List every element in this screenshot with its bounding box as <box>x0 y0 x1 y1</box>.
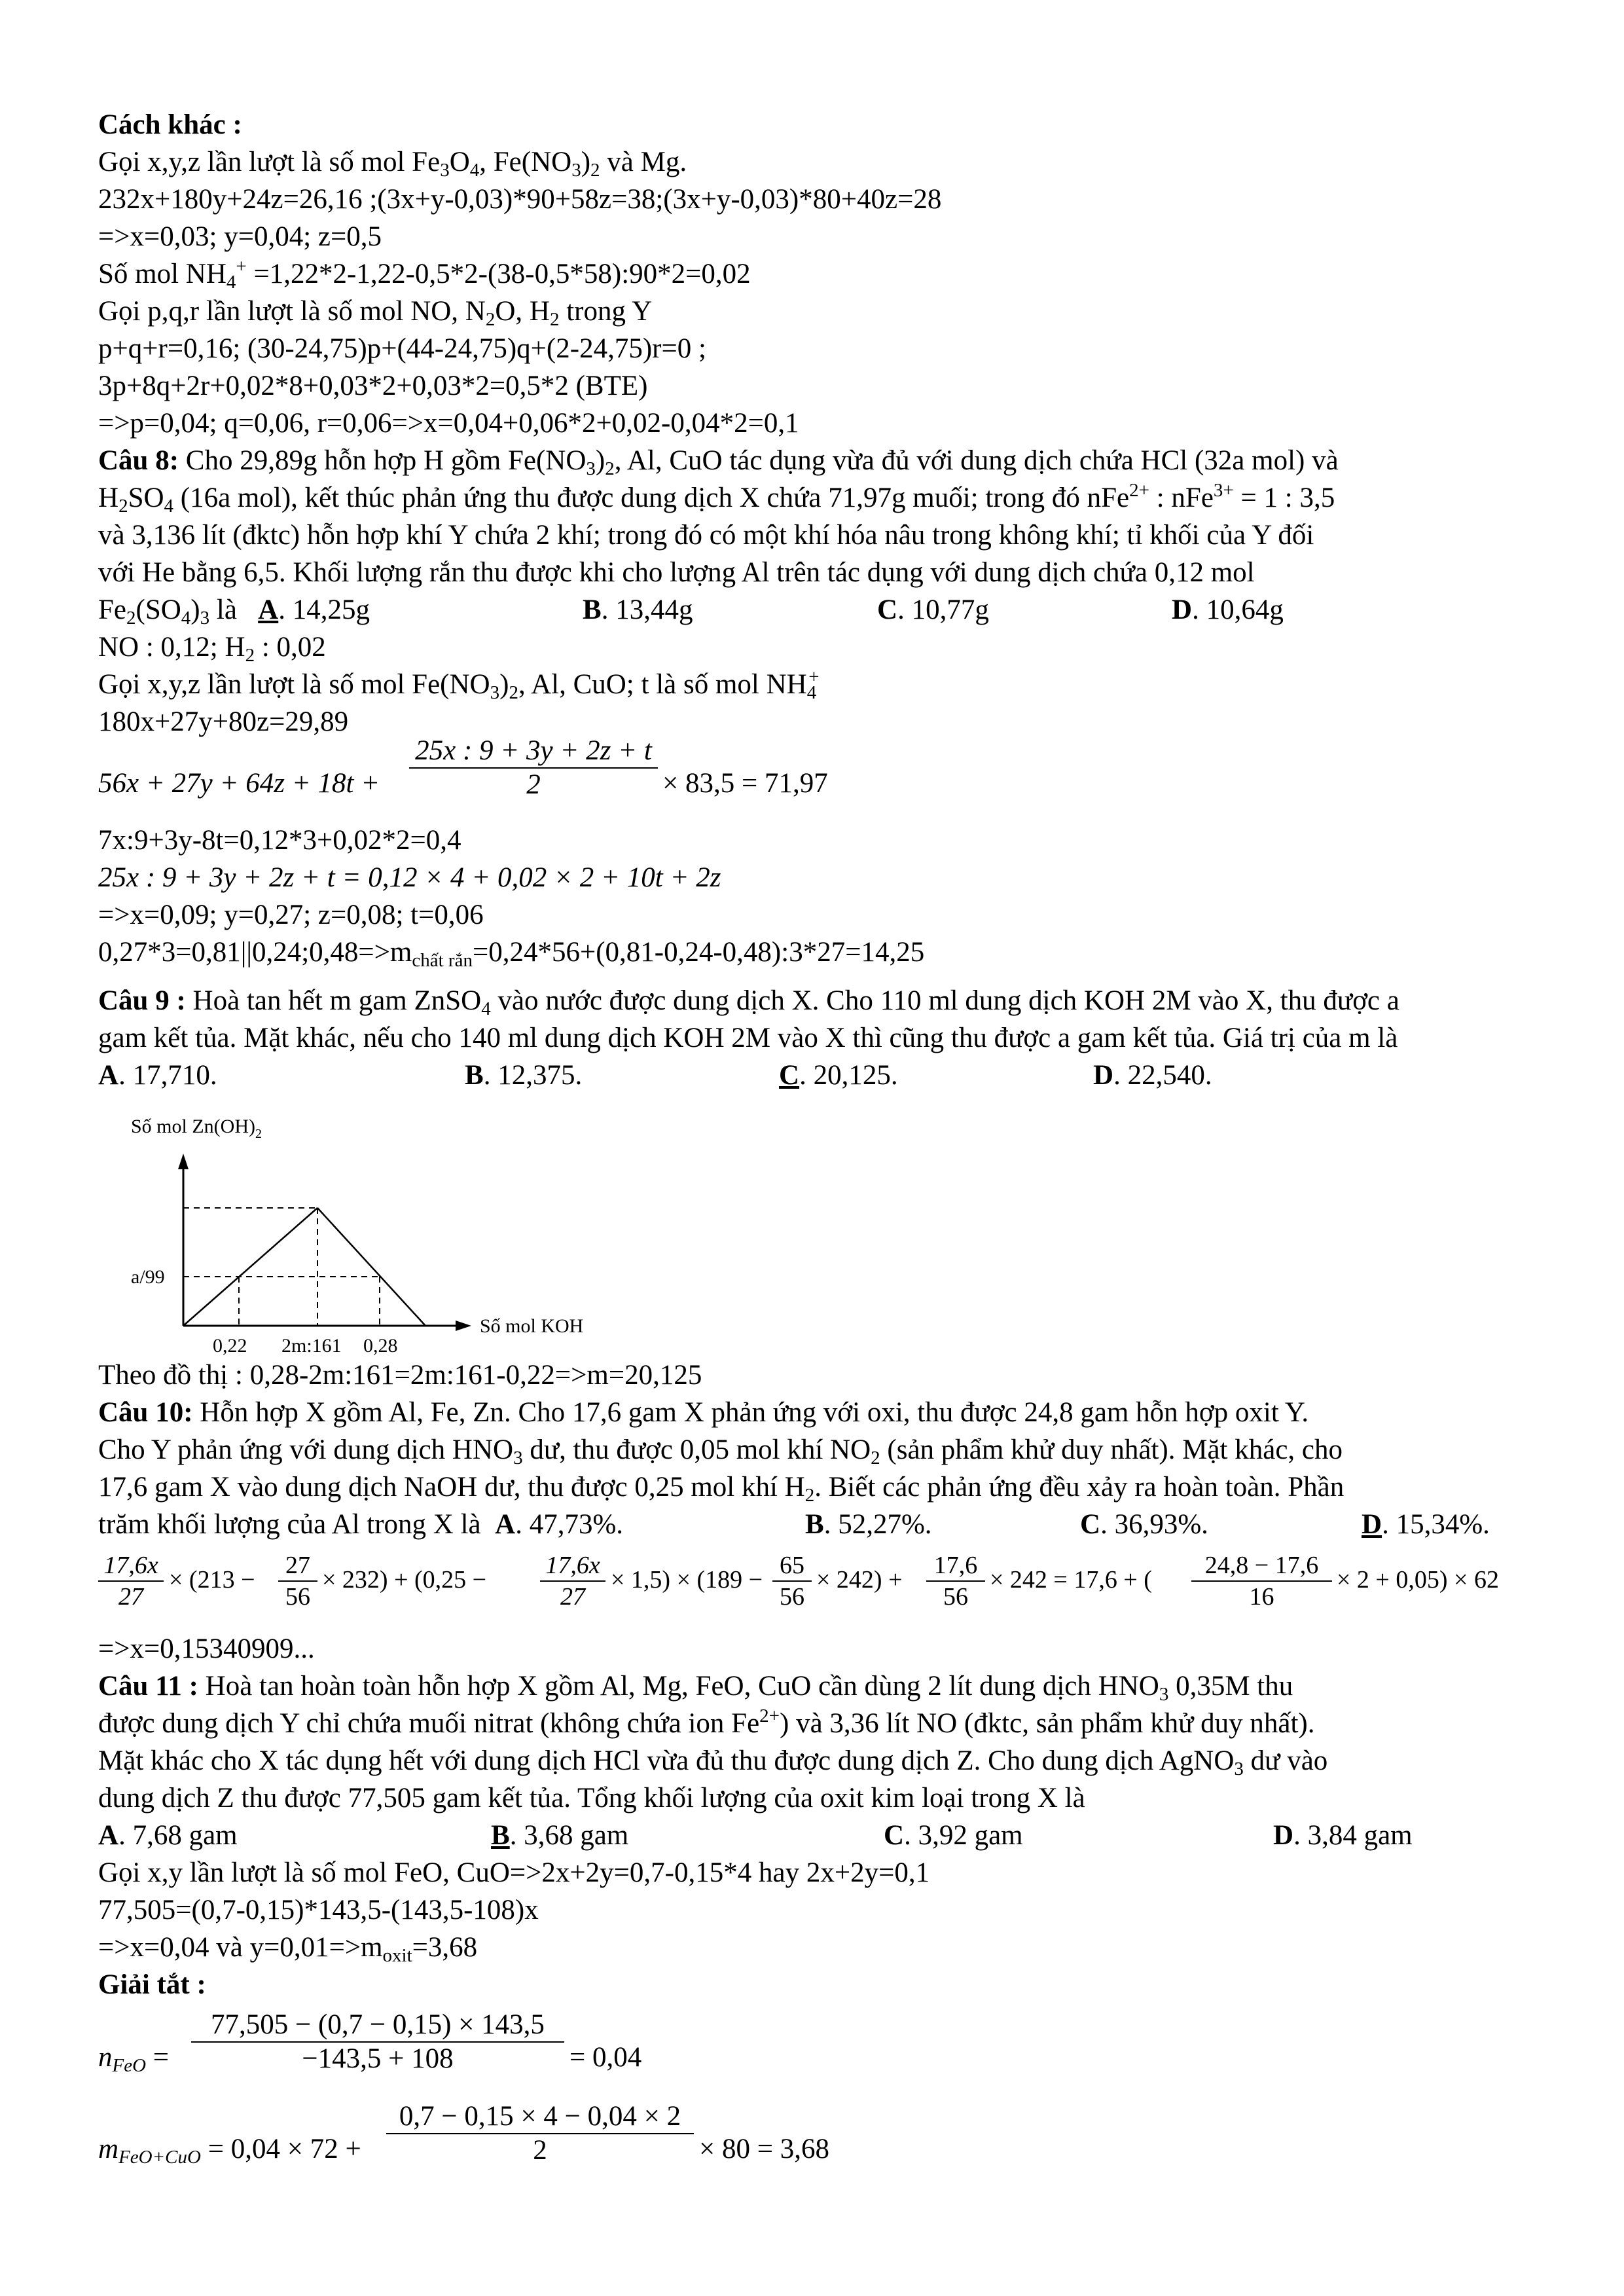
rising-line <box>183 1208 317 1326</box>
text-line: =>x=0,04 và $y=0,01=>m_{oxit}=3,68$ <box>98 1932 478 1966</box>
answer-option-d: D. 15,34%. <box>1362 1509 1490 1540</box>
x-axis-arrow <box>456 1321 471 1331</box>
y-axis-arrow <box>178 1154 189 1169</box>
text-line: Theo đồ thị : 0,28-2m:161=2m:161-0,22=>m=20,125 <box>98 1360 702 1391</box>
question-10-equation: $\frac{17,6x}{27}$ × (213 − $\frac{27}{56}$ × 232) + (0,25 − $\frac{17,6x}{27}$ × 1,5) × (189 − $\frac{65}{56}$ × 242) + $\frac{17,6}{56}$ × 242 = 17,6 + ( $\frac{24,8 - 17,6}{16}$ × 2 + 0,05) × 62 <box>98 1550 1551 1622</box>
question-8-text: $H_2SO_4$ (16a mol), kết thúc phản ứng thu được dung dịch X chứa 71,97g muối; trong đó nFe$^{2+}$ : nFe$^{3+}$ = 1 : 3,5 <box>98 480 1335 517</box>
question-8-text: và 3,136 lít (đktc) hỗn hợp khí Y chứa 2 khí; trong đó có một khí hóa nâu trong không khí; tỉ khối của Y đối <box>98 520 1314 551</box>
mfeocuo-result: × 80 = 3,68 <box>699 2134 830 2164</box>
answer-option-d: D. 3,84 gam <box>1273 1820 1413 1851</box>
question-10-text: Câu 10: Hỗn hợp X gồm Al, Fe, Zn. Cho 17,6 gam X phản ứng với oxi, thu được 24,8 gam hỗn hợp oxit Y. <box>98 1397 1309 1428</box>
text-line: $0,27*3=0,81||0,24;0,48=>m_{chất rắn}=0,24*56+(0,81-0,24-0,48):3*27=14,25$ <box>98 937 925 971</box>
section-heading: Giải tắt : <box>98 1969 206 2000</box>
answer-option-b: B. 13,44g <box>583 594 693 625</box>
answer-option-d: D. 22,540. <box>1093 1060 1212 1091</box>
falling-line <box>317 1208 425 1326</box>
mfeocuo-lhs: $m_{FeO+CuO} = 0,04 \times 72$ + <box>98 2134 361 2168</box>
question-9-text: Câu 9 : Hoà tan hết m gam ZnSO$_4$ vào nước được dung dịch X. Cho 110 ml dung dịch KOH 2M vào X, thu được a <box>98 985 1399 1019</box>
answer-option-c: C. 36,93%. <box>1080 1509 1208 1540</box>
question-11-text: được dung dịch Y chỉ chứa muối nitrat (không chứa ion $Fe^{2+}$) và 3,36 lít NO (đktc, sản phẩm khử duy nhất). <box>98 1705 1315 1739</box>
x-tick-label: 0,22 <box>213 1335 247 1357</box>
text-line: 232x+180y+24z=26,16 ;(3x+y-0,03)*90+58z=38;(3x+y-0,03)*80+40z=28 <box>98 184 942 215</box>
question-11-text: Câu 11 : Hoà tan hoàn toàn hỗn hợp X gồm Al, Mg, FeO, CuO cần dùng 2 lít dung dịch $HNO_3$ 0,35M thu <box>98 1671 1293 1705</box>
nfeo-result: = 0,04 <box>569 2042 642 2073</box>
question-11-text: dung dịch Z thu được 77,505 gam kết tủa. Tổng khối lượng của oxit kim loại trong X là <box>98 1783 1085 1813</box>
y-axis-label: Số mol $Zn(OH)_2$ <box>131 1116 262 1141</box>
question-10-options: trăm khối lượng của Al trong X là A. 47,73%. B. 52,27%. C. 36,93%. D. 15,34%. <box>98 1506 1538 1543</box>
text-line: 180x+27y+80z=29,89 <box>98 706 349 737</box>
text-line: Gọi x,y lần lượt là số mol FeO, CuO=>2x+2y=0,7-0,15*4 hay 2x+2y=0,1 <box>98 1857 930 1888</box>
text-line: p+q+r=0,16; (30-24,75)p+(44-24,75)q+(2-24,75)r=0 ; <box>98 333 706 364</box>
text-line: 7x:9+3y-8t=0,12*3+0,02*2=0,4 <box>98 825 461 856</box>
answer-option-d: D. 10,64g <box>1172 594 1284 625</box>
answer-option-c: C. 3,92 gam <box>884 1820 1023 1851</box>
y-tick-label: a/99 <box>131 1266 165 1288</box>
text-line: Gọi x,y,z lần lượt là số mol $Fe(NO_3)_2$, Al, CuO; t là số mol $NH_4^+$ <box>98 666 820 703</box>
text-line: Gọi x,y,z lần lượt là số mol $Fe_3O_4$, $Fe(NO_3)_2$ và Mg. <box>98 147 687 181</box>
text-line: =>x=0,15340909... <box>98 1633 315 1664</box>
equation-line: 25x : 9 + 3y + 2z + t = 0,12 × 4 + 0,02 × 2 + 10t + 2z <box>98 862 721 893</box>
text-line: 77,505=(0,7-0,15)*143,5-(143,5-108)x <box>98 1895 539 1925</box>
zn-oh2-graph <box>118 1106 641 1368</box>
answer-option-b: B. 52,27%. <box>805 1509 932 1540</box>
question-11-text: Mặt khác cho X tác dụng hết với dung dịch HCl vừa đủ thu được dung dịch Z. Cho dung dịch AgNO$_3$ dư vào <box>98 1745 1328 1779</box>
nfeo-fraction: $\frac{77,505 - (0,7 - 0,15) \times 143,5}{-143,5 + 108}$ <box>191 2009 564 2075</box>
equation-right: × 83,5 = 71,97 <box>662 768 828 799</box>
question-8-text: với He bằng 6,5. Khối lượng rắn thu được khi cho lượng Al trên tác dụng với dung dịch chứa 0,12 mol <box>98 557 1255 588</box>
text-line: =>p=0,04; q=0,06, r=0,06=>x=0,04+0,06*2+0,02-0,04*2=0,1 <box>98 408 799 439</box>
equation-left: 56x + 27y + 64z + 18t + <box>98 768 380 799</box>
x-tick-label: 0,28 <box>363 1335 398 1357</box>
question-11-options <box>98 1817 1538 1854</box>
question-8-options: $Fe_2(SO_4)_3$ là A. 14,25g B. 13,44g C. 10,77g D. 10,64g <box>98 591 1538 629</box>
question-10-text: 17,6 gam X vào dung dịch NaOH dư, thu được 0,25 mol khí $H_2$. Biết các phản ứng đều xảy ra hoàn toàn. Phần <box>98 1472 1344 1506</box>
question-10-text: Cho Y phản ứng với dung dịch $HNO_3$ dư, thu được 0,05 mol khí $NO_2$ (sản phẩm khử duy nhất). Mặt khác, cho <box>98 1434 1343 1468</box>
text-line: NO : 0,12; $H_2$ : 0,02 <box>98 632 326 666</box>
answer-option-a: A <box>495 1509 516 1540</box>
answer-option-a: A. 17,710. <box>98 1060 217 1091</box>
answer-option-c: C. 10,77g <box>877 594 989 625</box>
answer-option-c: C. 20,125. <box>779 1060 898 1091</box>
answer-option-a: A <box>258 594 279 625</box>
text-line: =>x=0,03; y=0,04; z=0,5 <box>98 221 382 252</box>
answer-option-b: B. 12,375. <box>465 1060 583 1091</box>
answer-option-a: A. 7,68 gam <box>98 1820 238 1851</box>
answer-option-b: B. 3,68 gam <box>491 1820 629 1851</box>
section-heading: Cách khác : <box>98 109 242 140</box>
nfeo-lhs: $n_{FeO}$ = <box>98 2042 170 2076</box>
x-axis-label: Số mol KOH <box>480 1315 584 1337</box>
text-line: Số mol $NH_4^+$ =1,22*2-1,22-0,5*2-(38-0,5*58):90*2=0,02 <box>98 256 751 293</box>
question-9-text: gam kết tủa. Mặt khác, nếu cho 140 ml dung dịch KOH 2M vào X thì cũng thu được a gam kết tủa. Giá trị của m là <box>98 1023 1398 1053</box>
text-line: =>x=0,09; y=0,27; z=0,08; t=0,06 <box>98 900 484 930</box>
x-tick-label: 2m:161 <box>281 1335 342 1357</box>
question-9-options <box>98 1057 1538 1094</box>
equation-fraction: $\frac{25x : 9 + 3y + 2z + t}{2}$ <box>409 735 658 801</box>
question-8-text: Câu 8: Cho 29,89g hỗn hợp H gồm $Fe(NO_3)_2$, Al, CuO tác dụng vừa đủ với dung dịch chứa HCl (32a mol) và <box>98 445 1339 479</box>
text-line: 3p+8q+2r+0,02*8+0,03*2+0,03*2=0,5*2 (BTE) <box>98 371 648 401</box>
text-line: Gọi p,q,r lần lượt là số mol NO, $N_2O$, $H_2$ trong Y <box>98 296 653 330</box>
mfeocuo-fraction: $\frac{0,7 - 0,15 \times 4 - 0,04 \times 2}{2}$ <box>386 2100 694 2167</box>
